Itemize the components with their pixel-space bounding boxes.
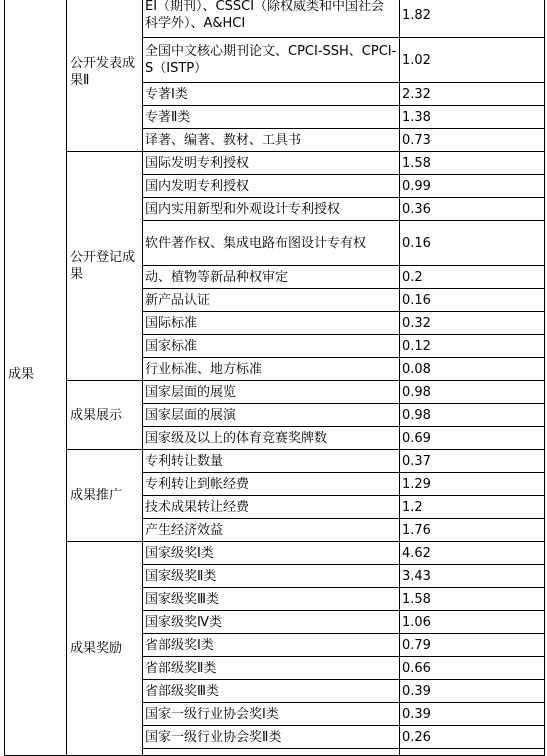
item-cell: 技术成果转让经费	[143, 496, 400, 519]
item-cell: 国家标准	[143, 335, 400, 358]
value-cell: 1.38	[400, 106, 545, 129]
value-cell: 0.99	[400, 175, 545, 198]
value-cell: 0.98	[400, 404, 545, 427]
item-cell: 专著Ⅰ类	[143, 83, 400, 106]
value-cell: 1.58	[400, 588, 545, 611]
value-cell: 0.26	[400, 726, 545, 749]
item-cell: 专利转让数量	[143, 450, 400, 473]
value-cell-empty	[400, 749, 545, 756]
value-cell: 0.16	[400, 289, 545, 312]
item-cell: 国家一级行业协会奖Ⅰ类	[143, 703, 400, 726]
category-cell: 成果	[5, 0, 67, 756]
value-cell: 0.66	[400, 657, 545, 680]
value-cell: 1.06	[400, 611, 545, 634]
table-row	[5, 0, 545, 38]
value-cell: 0.39	[400, 680, 545, 703]
item-cell: 省部级奖Ⅲ类	[143, 680, 400, 703]
table-row	[5, 381, 545, 404]
item-cell: 国家级奖Ⅰ类	[143, 542, 400, 565]
value-cell: 1.58	[400, 152, 545, 175]
item-cell: 动、植物等新品种权审定	[143, 266, 400, 289]
item-cell: 新产品认证	[143, 289, 400, 312]
item-cell: 国际标准	[143, 312, 400, 335]
item-cell: 行业标准、地方标准	[143, 358, 400, 381]
value-cell: 1.2	[400, 496, 545, 519]
value-cell: 0.32	[400, 312, 545, 335]
table-body	[5, 0, 545, 756]
value-cell: 0.37	[400, 450, 545, 473]
item-cell: 国家级奖Ⅲ类	[143, 588, 400, 611]
group-label: 成果推广	[67, 450, 143, 542]
item-cell: 省部级奖Ⅰ类	[143, 634, 400, 657]
item-cell-empty	[143, 749, 400, 756]
value-cell: 0.73	[400, 129, 545, 152]
value-cell: 4.62	[400, 542, 545, 565]
group-label: 公开登记成果	[67, 152, 143, 381]
value-cell: 1.29	[400, 473, 545, 496]
item-cell: 国家层面的展览	[143, 381, 400, 404]
item-cell: 国家级及以上的体育竞赛奖牌数	[143, 427, 400, 450]
item-cell: 省部级奖Ⅱ类	[143, 657, 400, 680]
item-cell: 国家级奖Ⅱ类	[143, 565, 400, 588]
item-cell: 国内发明专利授权	[143, 175, 400, 198]
value-cell: 1.76	[400, 519, 545, 542]
table-row	[5, 152, 545, 175]
results-table	[4, 0, 545, 756]
value-cell: 0.39	[400, 703, 545, 726]
table-row	[5, 542, 545, 565]
item-cell: 专著Ⅱ类	[143, 106, 400, 129]
item-cell: 专利转让到帐经费	[143, 473, 400, 496]
item-cell: 译著、编著、教材、工具书	[143, 129, 400, 152]
value-cell: 0.2	[400, 266, 545, 289]
item-cell: EI（期刊）、CSSCI（除权威类和中国社会科学外）、A&HCI	[143, 0, 400, 38]
value-cell: 0.69	[400, 427, 545, 450]
item-cell: 国内实用新型和外观设计专利授权	[143, 198, 400, 221]
item-cell: 软件著作权、集成电路布图设计专有权	[143, 221, 400, 266]
value-cell: 0.98	[400, 381, 545, 404]
item-cell: 国家级奖Ⅳ类	[143, 611, 400, 634]
table-row	[5, 450, 545, 473]
item-cell: 国家层面的展演	[143, 404, 400, 427]
value-cell: 1.82	[400, 0, 545, 38]
value-cell: 2.32	[400, 83, 545, 106]
item-cell: 产生经济效益	[143, 519, 400, 542]
value-cell: 1.02	[400, 38, 545, 83]
value-cell: 0.08	[400, 358, 545, 381]
value-cell: 0.79	[400, 634, 545, 657]
item-cell: 全国中文核心期刊论文、CPCI-SSH、CPCI-S（ISTP）	[143, 38, 400, 83]
item-cell: 国际发明专利授权	[143, 152, 400, 175]
value-cell: 0.36	[400, 198, 545, 221]
value-cell: 0.12	[400, 335, 545, 358]
value-cell: 0.16	[400, 221, 545, 266]
value-cell: 3.43	[400, 565, 545, 588]
group-label: 成果展示	[67, 381, 143, 450]
item-cell: 国家一级行业协会奖Ⅱ类	[143, 726, 400, 749]
group-label: 成果奖励	[67, 542, 143, 756]
group-label: 公开发表成果Ⅱ	[67, 0, 143, 152]
